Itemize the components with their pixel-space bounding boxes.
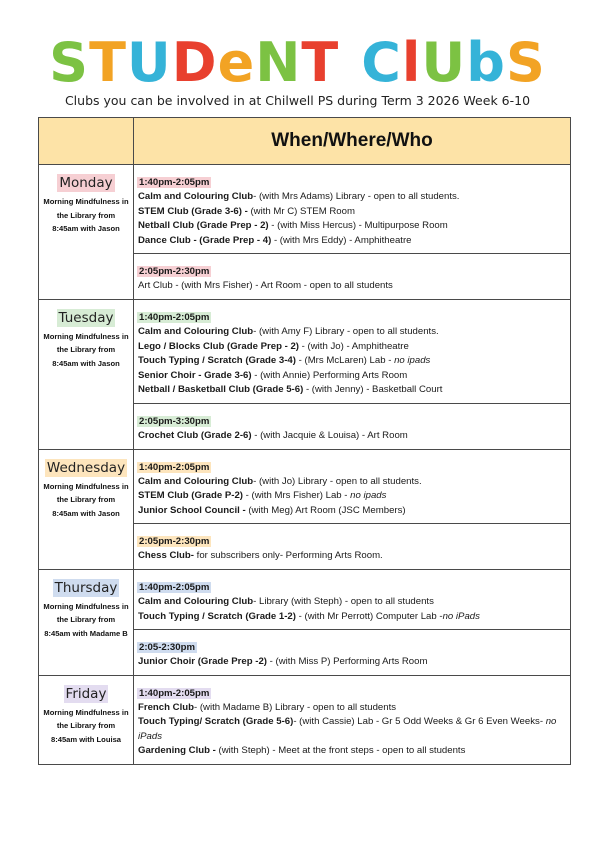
club-detail: (with Steph) - Meet at the front steps - open to all students [215, 745, 466, 757]
club-note: no ipads [350, 490, 387, 502]
club-name: French Club [138, 701, 194, 713]
club-detail: - (with Mrs Adams) Library - open to all students. [253, 191, 460, 202]
time-range: 1:40pm-2:05pm [139, 581, 210, 593]
title-letter: b [466, 31, 506, 94]
page-subtitle: Clubs you can be involved in at Chilwell PS during Term 3 2026 Week 6-10 [64, 93, 531, 108]
time-range: 2:05pm-3:30pm [139, 415, 210, 427]
table-row [39, 449, 571, 524]
day-name: Monday [59, 175, 113, 191]
time-slot-cell [134, 403, 571, 449]
activity-line [138, 549, 566, 564]
time-slot-cell [134, 569, 571, 629]
club-name: Gardening Club - [138, 745, 216, 757]
title-letter: U [126, 31, 172, 94]
day-cell-monday [39, 165, 134, 300]
club-name: Touch Typing/ Scratch (Grade 5-6) [138, 716, 294, 728]
title-letter: N [255, 31, 302, 94]
club-detail: (with Meg) Art Room (JSC Members) [245, 504, 406, 516]
club-detail: - (with Miss Hercus) - Multipurpose Room [268, 220, 448, 232]
activity-line [138, 219, 566, 234]
title-letter: S [49, 31, 90, 94]
time-slot-cell [134, 675, 571, 764]
time-slot-cell [134, 299, 571, 403]
club-detail: - (with Miss P) Performing Arts Room [267, 656, 428, 668]
time-slot-cell [134, 165, 571, 254]
club-name: Calm and Colouring Club [138, 325, 254, 337]
time-range: 1:40pm-2:05pm [139, 311, 210, 323]
club-note: no iPads [138, 716, 557, 742]
title-letter: S [505, 31, 546, 94]
table-row [39, 569, 571, 629]
activity-line [138, 354, 566, 369]
header-label: When/Where/Who [271, 130, 433, 151]
day-note: Morning Mindfulness in the Library from 8:45am with Madame B [43, 601, 129, 638]
title-letter: D [171, 31, 218, 94]
club-detail: - (with Mrs Fisher) Lab - [243, 490, 351, 502]
activity-line [138, 504, 566, 519]
day-name: Thursday [54, 579, 118, 596]
table-row [39, 299, 571, 403]
club-detail: - (Mrs McLaren) Lab - [295, 355, 395, 367]
club-name: Touch Typing / Scratch (Grade 1-2) [138, 610, 296, 622]
club-detail: - (with Cassie) Lab - Gr 5 Odd Weeks & Gr 6 Even Weeks- [293, 716, 546, 728]
club-name: Junior School Council - [138, 504, 246, 516]
day-cell-thursday [39, 569, 134, 675]
title-letter: e [217, 31, 256, 94]
club-name: Calm and Colouring Club [138, 475, 254, 487]
day-cell-friday [39, 675, 134, 764]
club-detail: - (with Mr Perrott) Computer Lab - [295, 610, 443, 622]
header-cell [134, 118, 571, 165]
club-name: STEM Club (Grade P-2) [138, 490, 244, 502]
day-cell-wednesday [39, 449, 134, 569]
club-detail: - Library (with Steph) - open to all students [253, 595, 434, 607]
title-letter: l [401, 31, 422, 94]
activity-line [138, 325, 566, 340]
table-row [39, 675, 571, 764]
time-range: 1:40pm-2:05pm [139, 177, 210, 188]
header-blank-cell [39, 118, 134, 165]
time-slot-cell [134, 524, 571, 570]
club-detail: - (with Madame B) Library - open to all students [193, 701, 397, 713]
activity-line [138, 234, 566, 249]
club-note: no iPads [442, 610, 480, 622]
club-name: Junior Choir (Grade Prep -2) [138, 656, 268, 668]
club-detail: (with Mr C) STEM Room [247, 205, 355, 217]
title-letter: T [301, 31, 340, 94]
activity-line [138, 744, 566, 759]
club-detail: - (with Amy F) Library - open to all students. [253, 325, 439, 337]
activity-line [138, 610, 566, 625]
club-name: Dance Club - (Grade Prep - 4) [138, 234, 272, 246]
activity-line [138, 383, 566, 398]
title-letter: U [421, 31, 467, 94]
club-name: Lego / Blocks Club (Grade Prep - 2) [138, 340, 299, 352]
activity-line [138, 340, 566, 355]
club-detail: - (with Jo) Library - open to all students. [253, 475, 422, 487]
day-note: Morning Mindfulness in the Library from 8:45am with Jason [43, 331, 129, 368]
club-name: Calm and Colouring Club [138, 191, 254, 202]
activity-line [138, 475, 566, 490]
clubs-schedule-table [38, 117, 571, 765]
day-cell-tuesday [39, 299, 134, 449]
time-range: 1:40pm-2:05pm [139, 461, 210, 473]
club-name: Crochet Club (Grade 2-6) [138, 429, 252, 441]
club-name: Netball / Basketball Club (Grade 5-6) [138, 384, 304, 396]
club-name: Touch Typing / Scratch (Grade 3-4) [138, 355, 296, 367]
club-name: Chess Club- [138, 550, 194, 562]
club-note: no ipads [394, 355, 431, 367]
activity-line [138, 205, 566, 220]
time-range: 2:05pm-2:30pm [139, 536, 210, 548]
day-name: Wednesday [46, 459, 126, 476]
page-title [0, 28, 595, 98]
activity-line [138, 715, 566, 744]
activity-line [138, 701, 566, 716]
title-letter: T [89, 31, 127, 94]
day-name: Tuesday [58, 309, 114, 326]
activity-line [138, 429, 566, 444]
title-letter: C [361, 31, 402, 94]
club-name: Netball Club (Grade Prep - 2) [138, 220, 269, 232]
club-detail: for subscribers only- Performing Arts Room. [193, 550, 383, 562]
club-name: STEM Club (Grade 3-6) - [138, 205, 248, 217]
day-note: Morning Mindfulness in the Library from 8:45am with Jason [43, 481, 129, 518]
activity-line [138, 489, 566, 504]
day-note: Morning Mindfulness in the Library from 8:45am with Louisa [43, 707, 129, 744]
club-name: Calm and Colouring Club [138, 595, 254, 607]
table-header-row [39, 118, 571, 165]
activity-line [138, 279, 566, 294]
club-name: Senior Choir - Grade 3-6) [138, 369, 252, 381]
time-slot-cell [134, 630, 571, 676]
time-range: 2:05-2:30pm [139, 642, 195, 654]
day-name: Friday [65, 685, 107, 702]
time-slot-cell [134, 449, 571, 524]
activity-line [138, 655, 566, 670]
club-detail: - (with Mrs Eddy) - Amphitheatre [271, 234, 412, 246]
time-range: 1:40pm-2:05pm [139, 687, 210, 699]
club-detail: - (with Jenny) - Basketball Court [303, 384, 443, 396]
club-detail: - (with Jo) - Amphitheatre [299, 340, 409, 352]
table-row [39, 165, 571, 254]
time-slot-cell [134, 254, 571, 300]
club-detail: - (with Annie) Performing Arts Room [251, 369, 408, 381]
day-note: Morning Mindfulness in the Library from 8:45am with Jason [43, 197, 129, 233]
activity-line [138, 595, 566, 610]
activity-line [138, 369, 566, 384]
time-range: 2:05pm-2:30pm [139, 266, 210, 278]
club-detail: - (with Jacquie & Louisa) - Art Room [251, 429, 408, 441]
activity-line [138, 190, 566, 205]
club-detail: Art Club - (with Mrs Fisher) - Art Room - open to all students [138, 280, 393, 292]
